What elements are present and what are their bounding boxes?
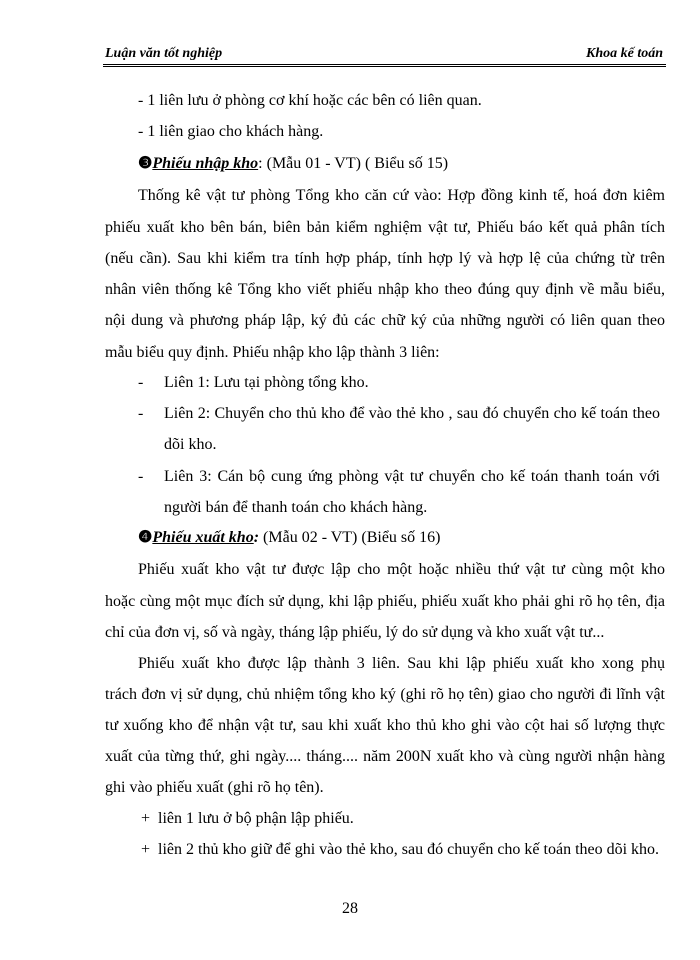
section-heading-4	[138, 522, 698, 554]
list-text-cont: người bán để thanh toán cho khách hàng.	[164, 499, 428, 516]
list-text-cont: dõi kho.	[164, 436, 217, 453]
list-item	[138, 367, 698, 399]
section-heading-3	[138, 148, 698, 180]
paragraph-line: Phiếu xuất kho vật tư được lập cho một hoặc nhiều thứ vật tư cùng một kho	[138, 561, 665, 578]
plus-text: liên 2 thủ kho giữ để ghi vào thẻ kho, sau đó chuyển cho kế toán theo dõi kho.	[158, 841, 660, 858]
paragraph-line: Thống kê vật tư phòng Tổng kho căn cứ vào: Hợp đồng kinh tế, hoá đơn kiêm	[138, 187, 665, 204]
plus-item	[141, 803, 700, 835]
paragraph-line: Phiếu xuất kho được lập thành 3 liên. Sau khi lập phiếu xuất kho xong phụ	[138, 655, 665, 672]
paragraph-line: hoặc cùng một mục đích sử dụng, khi lập phiếu, phiếu xuất kho phải ghi rõ họ tên, địa	[105, 593, 665, 610]
section-colon-4: :	[253, 529, 260, 546]
list-text: Liên 3: Cán bộ cung ứng phòng vật tư chuyển cho kế toán thanh toán với	[164, 468, 660, 485]
section-marker-3: ❸	[138, 155, 153, 172]
paragraph-line: mẫu biểu quy định. Phiếu nhập kho lập thành 3 liên:	[105, 344, 440, 361]
section-title-4: Phiếu xuất kho	[152, 529, 254, 546]
list-text: Liên 1: Lưu tại phòng tổng kho.	[164, 374, 369, 391]
paragraph-line: ghi vào phiếu xuất (ghi rõ họ tên).	[105, 779, 324, 796]
list-dash: -	[138, 405, 144, 422]
section-suffix-4: (Mẫu 02 - VT) (Biểu số 16)	[259, 529, 441, 546]
header-rule	[103, 64, 666, 65]
paragraph-line: (nếu cần). Sau khi kiểm tra tính hợp pháp, tính hợp lý và hợp lệ của chứng từ trên	[105, 250, 665, 267]
plus-item	[141, 834, 700, 866]
list-item	[138, 398, 698, 430]
paragraph-line: chỉ của đơn vị, số và ngày, tháng lập phiếu, lý do sử dụng và kho xuất vật tư...	[105, 624, 605, 641]
list-item	[138, 461, 698, 493]
paragraph-line: trách đơn vị sử dụng, chủ nhiệm tổng kho ký (ghi rõ họ tên) giao cho người đi lĩnh vật	[105, 686, 665, 703]
plus-text: liên 1 lưu ở bộ phận lập phiếu.	[158, 810, 354, 827]
paragraph-line: tư xuống kho để nhận vật tư, sau khi xuất kho thủ kho ghi vào cột hai số lượng thực	[105, 717, 665, 734]
section-suffix-3: (Mẫu 01 - VT) ( Biểu số 15)	[262, 155, 449, 172]
paragraph-line: nhân viên thống kê Tổng kho viết phiếu nhập kho theo đúng quy định về mẫu biểu,	[105, 281, 665, 298]
list-dash: -	[138, 468, 144, 485]
paragraph-line: xuất của từng thứ, ghi ngày.... tháng.... năm 200N xuất kho và cùng người nhận hàng	[105, 748, 665, 765]
plus-sign: +	[141, 841, 151, 858]
header-right: Khoa kế toán	[585, 46, 663, 61]
section-colon-3: :	[258, 155, 263, 172]
list-text: Liên 2: Chuyển cho thủ kho để vào thẻ kho , sau đó chuyển cho kế toán theo	[164, 405, 660, 422]
paragraph-line: phiếu xuất kho bên bán, biên bản kiểm nghiệm vật tư, Phiếu báo kết quả phân tích	[105, 219, 665, 236]
section-marker-4: ❹	[138, 529, 153, 546]
paragraph-line: nội dung và phương pháp lập, ký đủ các chữ ký của những người có liên quan theo	[105, 312, 665, 329]
page-number: 28	[342, 900, 358, 917]
bullet-line-2: - 1 liên giao cho khách hàng.	[138, 123, 324, 140]
header-rule-2	[103, 66, 666, 67]
plus-sign: +	[141, 810, 151, 827]
header-left: Luận văn tốt nghiệp	[105, 46, 223, 61]
list-dash: -	[138, 374, 144, 391]
bullet-line-1: - 1 liên lưu ở phòng cơ khí hoặc các bên có liên quan.	[138, 92, 482, 109]
section-title-3: Phiếu nhập kho	[152, 155, 259, 172]
